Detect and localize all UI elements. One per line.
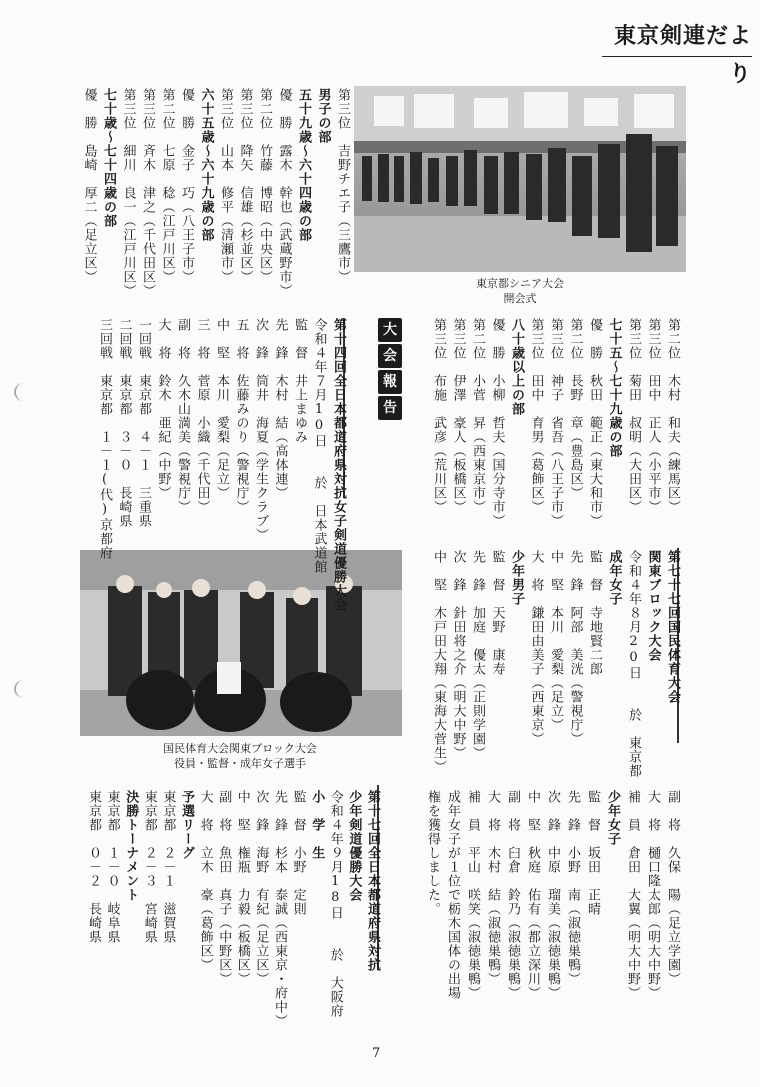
caption-line: 開会式 [503,292,537,305]
result-line: 監 督 天野 康寿 [489,550,505,676]
result-line: 次 鋒 筒井 海夏（学生クラブ） [253,318,268,542]
result-line: 中 堅 本川 愛梨（足立） [548,550,563,732]
caption-line: 東京都シニア大会 [476,277,564,290]
section-heading: 五十九歳～六十四歳の部 [296,88,311,242]
senior-opening-photo [354,86,686,272]
result-line: 一回戦 東京都 ４－１ 三重県 [136,318,151,528]
result-line: 大 将 鈴木 亜紀（中野） [155,318,171,500]
section-heading: 第十四回全日本都道府県対抗女子剣道優勝大会 [331,318,346,612]
newsletter-title: 東京剣連だより [602,18,752,57]
report-label-box [378,318,404,422]
result-line: 補 員 平山 咲笑（淑徳巣鴨） [465,790,480,1000]
section-heading: 八十歳以上の部 [509,318,524,416]
result-line: 第三位 吉野チエ子（三鷹市） [335,88,350,284]
result-line: 副 将 臼倉 鈴乃（淑徳巣鴨） [505,790,520,1000]
result-line: 第三位 菊田 叔明（大田区） [626,318,641,514]
result-line: 副 将 魚田 真子（中野区） [216,790,232,986]
result-line: 大 将 鎌田由美子（西東京） [528,550,544,746]
section-heading: 第十七回全日本都道府県対抗 [365,790,380,972]
result-line: 三 将 菅原 小織（千代田） [194,318,210,514]
result-line: 権を獲得しました。 [425,790,440,916]
result-line: 第三位 神子 省吾（八王子市） [548,318,563,528]
result-line: 二回戦 東京都 ３－０ 長崎県 [116,318,132,528]
caption-line: 国民体育大会関東ブロック大会 [163,742,317,755]
result-line: 大 将 樋口隆太郎（明大中野） [645,790,660,1000]
kokutai-team-photo [80,550,402,736]
result-line: 次 鋒 海野 有紀（足立区） [253,790,269,986]
section-heading: 予選リーグ [179,790,194,860]
result-line: 優 勝 金子 巧（八王子市） [179,88,194,284]
section-heading: 少年女子 [605,790,620,846]
senior-photo-caption [470,276,570,306]
result-line: 先 鋒 木村 結（高体連） [272,318,288,500]
result-line: 副 将 久保 陽（足立学園） [665,790,680,986]
binder-hole [14,383,34,401]
result-line: 第二位 木村 和夫（練馬区） [665,318,680,514]
result-line: 第二位 小菅 昇（西東京市） [470,318,485,514]
result-line: 東京都 ２－１ 滋賀県 [160,790,176,944]
result-line: 令和４年８月20日 於 東京都 [626,550,641,778]
result-line: 令和４年７月10日 於 日本武道館 [311,318,327,574]
section-heading: 第七十七回国民体育大会 [665,550,680,704]
result-line: 東京都 ０－２ 長崎県 [86,790,101,944]
result-line: 補 員 倉田 大翼（明大中野） [625,790,640,1000]
result-line: 監 督 井上まゆみ [292,318,307,444]
result-line: 第二位 竹藤 博昭（中央区） [257,88,272,284]
kokutai-photo-caption [130,741,350,771]
result-line: 先 鋒 加庭 優太（正則学園） [470,550,485,760]
result-line: 先 鋒 小野 南（淑徳巣鴨） [565,790,580,986]
binder-hole [14,680,34,698]
section-heading: 少年剣道優勝大会 [346,790,362,902]
section-heading: 七十歳～七十四歳の部 [101,88,116,228]
result-line: 中 堅 本川 愛梨（足立） [214,318,229,500]
result-line: 監 督 寺地賢二郎 [587,550,602,676]
result-line: 中 堅 木戸田大翔（東海大菅生） [431,550,446,774]
result-line: 先 鋒 阿部 美洸（警視庁） [567,550,583,746]
result-line: 中 堅 秋庭 佑有（都立深川） [525,790,540,1000]
report-label-char: 告 [378,396,402,420]
section-heading: 決勝トーナメント [123,790,139,902]
result-line: 次 鋒 中原 瑠美（淑徳巣鴨） [545,790,560,1000]
result-line: 五 将 佐藤みのり（警視庁） [233,318,249,514]
result-line: 東京都 １－０ 岐阜県 [104,790,120,944]
result-line: 成年女子が１位で栃木国体の出場 [445,790,460,1000]
result-line: 三回戦 東京都 １－１(代)京都府 [97,318,112,560]
result-line: 第三位 田中 育男（葛飾区） [528,318,544,514]
result-line: 東京都 ２－３ 宮崎県 [141,790,157,944]
report-label-char: 報 [378,370,402,394]
section-heading: 七十五～七十九歳の部 [606,318,622,458]
result-line: 監 督 坂田 正晴 [585,790,600,916]
result-line: 副 将 久木山満美（警視庁） [175,318,190,514]
section-heading: 関東ブロック大会 [645,550,661,662]
section-heading: 成年女子 [606,550,622,606]
result-line: 第三位 斉木 津之（千代田区） [140,88,155,298]
result-line: 中 堅 権瓶 力毅（板橋区） [234,790,250,986]
section-heading: 男子の部 [315,88,331,144]
result-line: 優 勝 小柳 哲夫（国分寺市） [489,318,505,528]
caption-line: 役員・監督・成年女子選手 [174,757,306,770]
section-heading: 少年男子 [509,550,524,606]
result-line: 第二位 七原 稔（江戸川区） [159,88,175,284]
page-number: 7 [372,1046,381,1061]
result-line: 第二位 長野 章（豊島区） [567,318,583,500]
result-line: 先 鋒 杉本 泰誠（西東京・府中） [272,790,287,1028]
result-line: 第三位 細川 良一（江戸川区） [120,88,136,298]
report-label-char: 会 [378,344,402,368]
result-line: 監 督 小野 定則 [290,790,306,916]
result-line: 第三位 田中 正人（小平市） [645,318,661,514]
result-line: 第三位 降矢 信雄（杉並区） [237,88,253,284]
result-line: 優 勝 露木 幹也（武蔵野市） [276,88,292,298]
result-line: 優 勝 島崎 厚二（足立区） [81,88,97,284]
result-line: 第三位 山本 修平（清瀬市） [218,88,233,284]
section-heading: 六十五歳～六十九歳の部 [198,88,214,242]
result-line: 次 鋒 針田将之介（明大中野） [450,550,466,760]
result-line: 大 将 木村 結（淑徳巣鴨） [485,790,500,986]
result-line: 令和４年９月18日 於 大阪府 [327,790,343,1018]
section-heading: 小 学 生 [309,790,325,860]
report-label-char: 大 [378,318,402,342]
result-line: 第三位 布施 武彦（荒川区） [431,318,446,514]
result-line: 大 将 立木 豪（葛飾区） [197,790,213,972]
result-line: 第三位 伊澤 豪人（板橋区） [450,318,466,514]
result-line: 優 勝 秋田 範正（東大和市） [587,318,602,528]
